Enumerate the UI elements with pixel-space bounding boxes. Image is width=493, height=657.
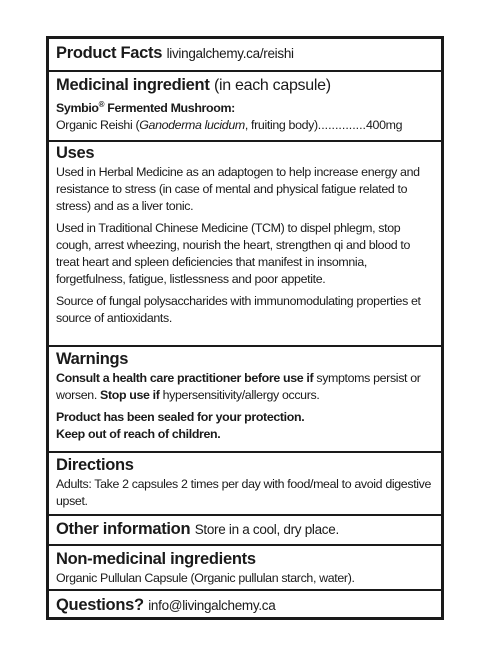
consult-warning: Consult a health care practitioner before use if: [56, 371, 314, 385]
stop-use-warning: Stop use if: [100, 388, 160, 402]
warnings-section: [49, 345, 441, 453]
latin-name: Ganoderma lucidum: [139, 118, 245, 133]
uses-paragraph-source: Source of fungal polysaccharides with immunomodulating properties et source of antioxidants.: [56, 294, 421, 325]
non-medicinal-section: [49, 544, 441, 589]
other-information-section: [49, 514, 441, 544]
contact-email: info@livingalchemy.ca: [148, 598, 276, 613]
uses-section: [49, 140, 441, 347]
medicinal-ingredient-section: [49, 70, 441, 140]
product-url: livingalchemy.ca/reishi: [166, 46, 294, 61]
medicinal-ingredient-heading: Medicinal ingredient: [56, 76, 210, 94]
brand-name: Symbio: [56, 101, 99, 116]
questions-section: [49, 589, 441, 617]
uses-paragraph-herbal: Used in Herbal Medicine as an adaptogen to help increase energy and resistance to stress (in case of mental and physical fatigue related to stress) and as a liver tonic.: [56, 165, 420, 213]
ingredient-prefix: Organic Reishi (: [56, 118, 140, 133]
product-facts-section: [49, 43, 441, 71]
warnings-heading: Warnings: [56, 350, 129, 368]
brand-rest: Fermented Mushroom:: [104, 101, 235, 116]
ingredient-suffix: , fruiting body): [244, 118, 318, 133]
non-medicinal-text: Organic Pullulan Capsule (Organic pullulan starch, water).: [56, 571, 355, 585]
product-facts-heading: Product Facts: [56, 44, 163, 62]
questions-heading: Questions?: [56, 596, 144, 614]
registered-mark: ®: [98, 100, 105, 109]
uses-heading: Uses: [56, 144, 95, 162]
directions-section: [49, 451, 441, 514]
consult-warning-rest: symptoms persist or worsen.: [56, 371, 421, 402]
directions-text: Adults: Take 2 capsules 2 times per day with food/meal to avoid digestive upset.: [56, 477, 432, 508]
dot-leader: ..............: [317, 118, 366, 133]
uses-paragraph-tcm: Used in Traditional Chinese Medicine (TCM) to dispel phlegm, stop cough, arrest wheezing, nourish the heart, strengthen qi and blood to treat heart and spleen deficiencies that manifest in insomnia, forgetfulness, fatigue, listlessness and poor appetite.: [56, 221, 411, 286]
medicinal-qualifier: (in each capsule): [213, 77, 331, 94]
product-facts-label: [46, 36, 444, 620]
non-medicinal-heading: Non-medicinal ingredients: [56, 550, 256, 568]
sealed-notice: Product has been sealed for your protection.: [56, 410, 305, 424]
ingredient-amount: 400mg: [365, 118, 403, 133]
other-information-heading: Other information: [56, 520, 191, 538]
children-notice: Keep out of reach of children.: [56, 427, 221, 441]
stop-use-rest: hypersensitivity/allergy occurs.: [159, 388, 320, 402]
directions-heading: Directions: [56, 456, 134, 474]
other-information-text: Store in a cool, dry place.: [194, 522, 339, 537]
